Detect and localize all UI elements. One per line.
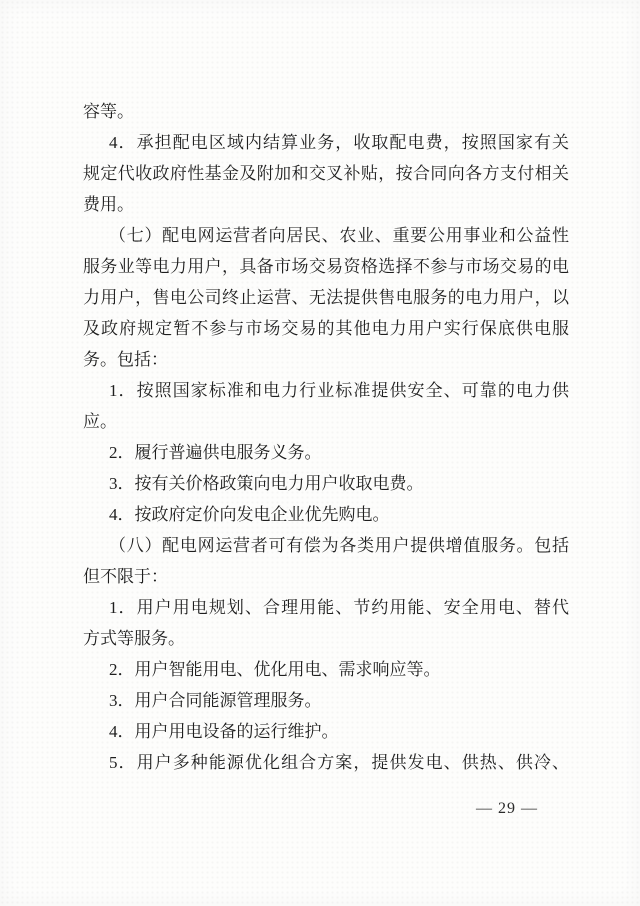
document-text-block xyxy=(83,96,569,778)
text-line: （八）配电网运营者可有偿为各类用户提供增值服务。包括 xyxy=(109,536,569,555)
text-line: 2．履行普遍供电服务义务。 xyxy=(109,443,322,462)
text-line: 方式等服务。 xyxy=(83,629,185,648)
text-line: 容等。 xyxy=(83,102,134,121)
text-line: 4．按政府定价向发电企业优先购电。 xyxy=(109,505,390,524)
text-line: 规定代收政府性基金及附加和交叉补贴，按合同向各方支付相关 xyxy=(83,164,569,183)
text-line: 务。包括： xyxy=(83,350,168,369)
text-line: 4．用户用电设备的运行维护。 xyxy=(109,722,339,741)
text-line: 应。 xyxy=(83,412,117,431)
text-line: 费用。 xyxy=(83,195,134,214)
text-line: 及政府规定暂不参与市场交易的其他电力用户实行保底供电服 xyxy=(83,319,569,338)
text-line: 3．用户合同能源管理服务。 xyxy=(109,691,322,710)
text-line: 服务业等电力用户，具备市场交易资格选择不参与市场交易的电 xyxy=(83,257,569,276)
text-line: 1．用户用电规划、合理用能、节约用能、安全用电、替代 xyxy=(109,598,569,617)
text-line: 但不限于： xyxy=(83,567,168,586)
text-line: 3．按有关价格政策向电力用户收取电费。 xyxy=(109,474,424,493)
text-line: 5．用户多种能源优化组合方案，提供发电、供热、供冷、 xyxy=(109,753,569,772)
text-line: 4．承担配电区域内结算业务，收取配电费，按照国家有关 xyxy=(109,133,569,152)
page-number: — 29 — xyxy=(476,800,538,817)
text-line: 力用户，售电公司终止运营、无法提供售电服务的电力用户，以 xyxy=(83,288,569,307)
text-line: （七）配电网运营者向居民、农业、重要公用事业和公益性 xyxy=(109,226,569,245)
text-line: 1．按照国家标准和电力行业标准提供安全、可靠的电力供 xyxy=(109,381,569,400)
text-line: 2．用户智能用电、优化用电、需求响应等。 xyxy=(109,660,441,679)
